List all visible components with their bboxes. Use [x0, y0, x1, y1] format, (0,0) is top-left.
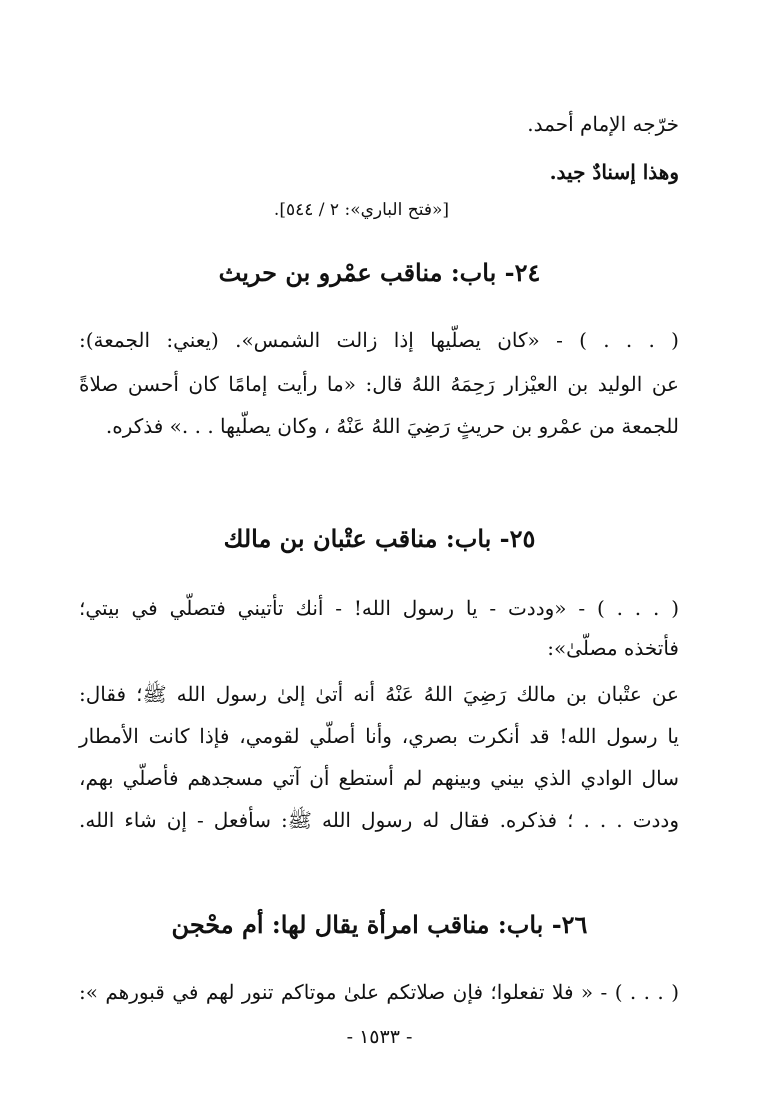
page-number: - ١٥٣٣ - [346, 1026, 413, 1048]
section-25-quote-line-2: فأتخذه مصلّىٰ»: [547, 636, 679, 660]
section-25-body-line-1: عن عتْبان بن مالك رَضِيَ اللهُ عَنْهُ أنه أتىٰ إلىٰ رسول الله ﷺ؛ فقال: [79, 682, 679, 706]
section-26-heading: ٢٦- باب: مناقب امرأة يقال لها: أم محْجن [171, 910, 588, 939]
section-26-quote: ( . . . ) - « فلا تفعلوا؛ فإن صلاتكم علىٰ موتاكم تنور لهم في قبورهم »: [79, 980, 679, 1004]
section-24-heading: ٢٤- باب: مناقب عمْرو بن حريث [218, 258, 541, 287]
reference-citation: [«فتح الباري»: ٢ / ٥٤٤]. [273, 200, 449, 220]
intro-line-1: خرّجه الإمام أحمد. [527, 112, 679, 136]
section-24-body-line-1: عن الوليد بن العيْزار رَحِمَهُ اللهُ قال: «ما رأيت إمامًا كان أحسن صلاةً [79, 372, 679, 396]
section-24-body-line-2: للجمعة من عمْرو بن حريثٍ رَضِيَ اللهُ عَنْهُ ، وكان يصلّيها . . .» فذكره. [105, 414, 679, 438]
section-25-body-line-3: سال الوادي الذي بيني وبينهم لم أستطع أن آتي مسجدهم فأصلّي بهم، [79, 766, 679, 790]
section-25-body-line-4: وددت . . . ؛ فذكره. فقال له رسول الله ﷺ: سأفعل - إن شاء الله. [79, 808, 679, 832]
intro-line-2: وهذا إسنادٌ جيد. [549, 160, 679, 184]
section-25-body-line-2: يا رسول الله! قد أنكرت بصري، وأنا أصلّي لقومي، فإذا كانت الأمطار [79, 724, 679, 748]
section-25-quote-line-1: ( . . . ) - «وددت - يا رسول الله! - أنك تأتيني فتصلّي في بيتي؛ [79, 596, 679, 620]
section-24-quote: ( . . . ) - «كان يصلّيها إذا زالت الشمس». (يعني: الجمعة): [79, 328, 679, 352]
section-25-heading: ٢٥- باب: مناقب عتْبان بن مالك [223, 524, 536, 553]
